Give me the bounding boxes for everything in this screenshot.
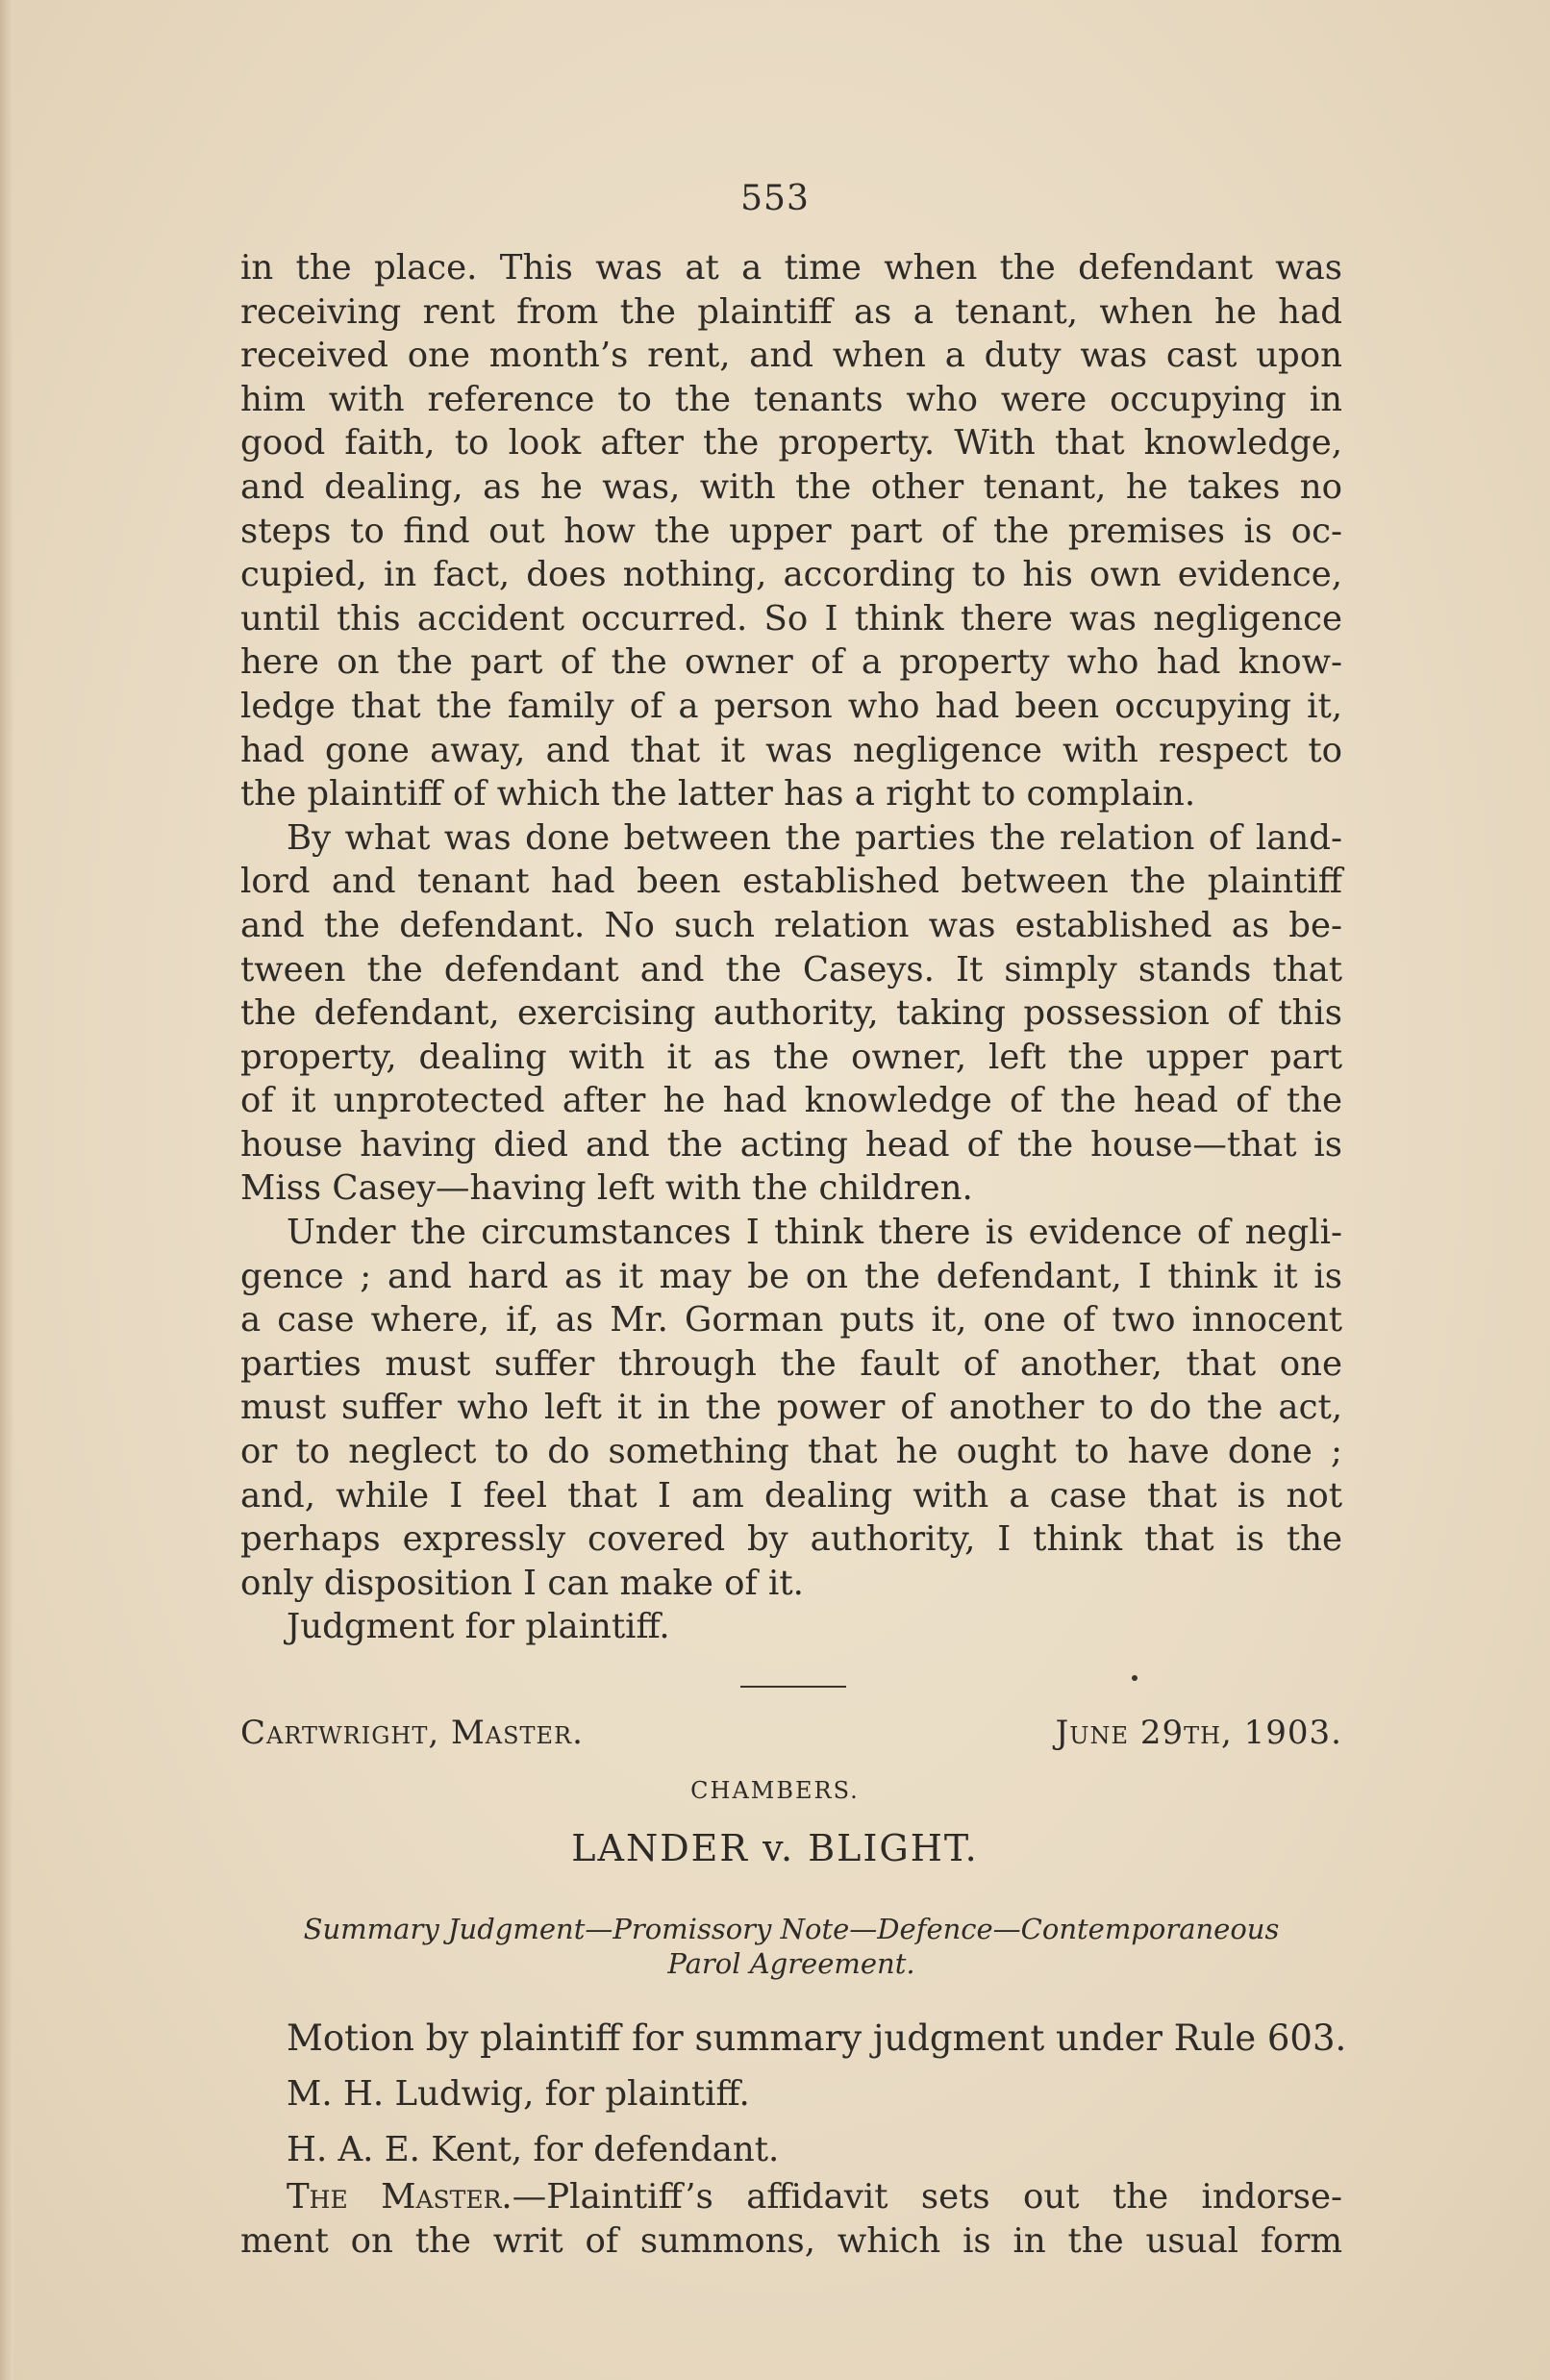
text-line: receiving rent from the plaintiff as a tenant, when he had	[240, 291, 1342, 332]
case-title: LANDER v. BLIGHT.	[571, 1827, 979, 1869]
page-edge	[0, 0, 13, 2380]
text-line: the plaintiff of which the latter has a right to complain.	[240, 774, 1196, 814]
court-label: CHAMBERS.	[690, 1777, 860, 1804]
text-line: in the place. This was at a time when the defendant was	[240, 248, 1342, 288]
text-line: a case where, if, as Mr. Gorman puts it, one of two innocent	[240, 1300, 1342, 1340]
text-line: Miss Casey—having left with the children.	[240, 1168, 973, 1209]
text-line: of it unprotected after he had knowledge of the head of the	[240, 1081, 1342, 1121]
text-line: ment on the writ of summons, which is in the usual form	[240, 2220, 1342, 2261]
master-opinion	[240, 2175, 1342, 2263]
text-line: gence ; and hard as it may be on the defendant, I think it is	[240, 1256, 1342, 1296]
text-line: must suffer who left it in the power of another to do the act,	[240, 1388, 1342, 1428]
text-line: only disposition I can make of it.	[240, 1563, 804, 1603]
speaker-label: The Master.	[287, 2177, 512, 2217]
section-divider	[740, 1686, 846, 1688]
motion-block	[240, 2017, 1347, 2185]
text-line: and dealing, as he was, with the other tenant, he takes no	[240, 466, 1342, 507]
text-line: By what was done between the parties the relation of land-	[287, 817, 1342, 858]
text-line: and the defendant. No such relation was established as be-	[240, 905, 1342, 945]
text-line: received one month’s rent, and when a duty was cast upon	[240, 336, 1342, 376]
text-line: Judgment for plaintiff.	[287, 1607, 670, 1647]
text-line: until this accident occurred. So I think there was negligence	[240, 598, 1342, 639]
counsel-plaintiff: M. H. Ludwig, for plaintiff.	[287, 2074, 750, 2114]
headnote	[240, 1912, 1342, 1981]
text-line: the defendant, exercising authority, taking possession of this	[240, 993, 1342, 1034]
decision-date: June 29th, 1903.	[1055, 1714, 1342, 1752]
text-line: him with reference to the tenants who were occupying in	[240, 379, 1342, 419]
text-line: had gone away, and that it was negligence with respect to	[240, 730, 1342, 770]
text-line: tween the defendant and the Caseys. It simply stands that	[240, 949, 1342, 990]
motion-line: Motion by plaintiff for summary judgment under Rule 603.	[287, 2017, 1347, 2059]
text-line: good faith, to look after the property. With that knowledge,	[240, 423, 1342, 463]
text-line: property, dealing with it as the owner, left the upper part	[240, 1037, 1342, 1077]
text-line: house having died and the acting head of the house—that is	[240, 1124, 1342, 1165]
page-number: 553	[740, 179, 810, 218]
text-line: and, while I feel that I am dealing with a case that is not	[240, 1475, 1342, 1516]
text-line: here on the part of the owner of a property who had know-	[240, 642, 1342, 683]
text-fragment: —Plaintiff’s affidavit sets out the indorse-	[512, 2177, 1342, 2217]
text-line	[240, 2175, 1342, 2219]
text-line: or to neglect to do something that he ought to have done ;	[240, 1432, 1342, 1472]
judgment-text	[240, 246, 1342, 1649]
text-line: perhaps expressly covered by authority, I think that is the	[240, 1519, 1342, 1560]
ink-speck	[1132, 1675, 1138, 1681]
text-line: ledge that the family of a person who had been occupying it,	[240, 686, 1342, 726]
text-line: parties must suffer through the fault of another, that one	[240, 1343, 1342, 1384]
headnote-line: Parol Agreement.	[667, 1947, 915, 1980]
text-line: lord and tenant had been established between the plaintiff	[240, 862, 1342, 902]
text-line: Under the circumstances I think there is evidence of negli-	[287, 1213, 1342, 1253]
text-line: cupied, in fact, does nothing, according to his own evidence,	[240, 555, 1342, 595]
counsel-defendant: H. A. E. Kent, for defendant.	[287, 2130, 780, 2169]
case-header-row	[240, 1714, 1342, 1752]
text-line: steps to find out how the upper part of the premises is oc-	[240, 511, 1342, 551]
judge-name: Cartwright, Master.	[240, 1714, 584, 1752]
headnote-line: Summary Judgment—Promissory Note—Defence—Contemporaneous	[303, 1913, 1280, 1945]
